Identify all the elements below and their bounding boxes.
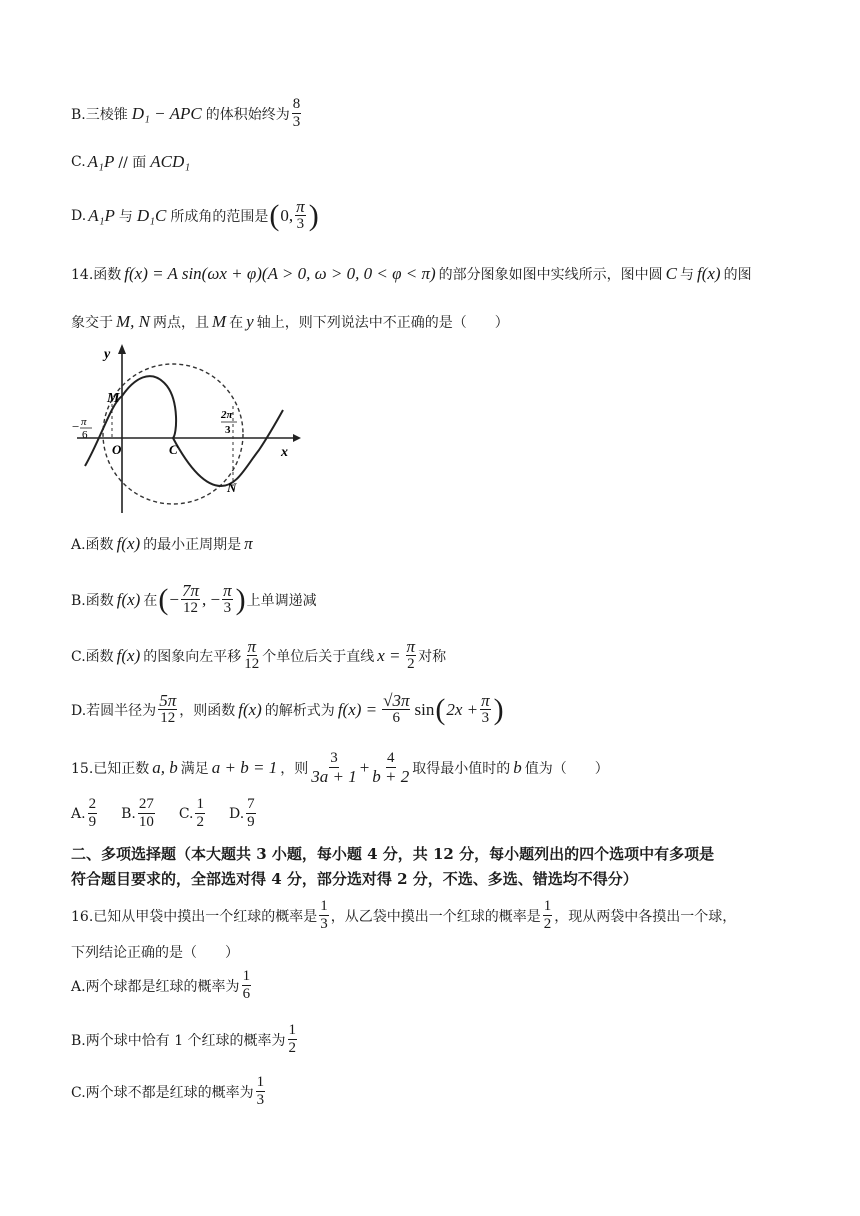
math-expr: x = (377, 645, 401, 665)
math-expr: D₁ − APC (131, 103, 202, 123)
math-expr: C (665, 264, 677, 283)
option-text: A.两个球都是红球的概率为 (71, 978, 240, 995)
math-expr: f(x) (116, 534, 141, 553)
stem-text: 取得最小值时的 (412, 760, 511, 777)
fraction: $\frac{8}{3}$ (292, 96, 301, 130)
fraction: $\frac{\pi}{3}$ (296, 197, 305, 232)
option-text: 上单调递减 (246, 592, 317, 609)
fraction: $\frac{7\pi}{12}$ (181, 581, 199, 616)
q13-option-c (71, 152, 190, 172)
fraction: $\frac{5\pi}{12}$ (159, 691, 177, 726)
stem-text: 15.已知正数 (71, 760, 150, 777)
math-expr: D₁C (136, 205, 167, 225)
section-heading-line1: 二、多项选择题（本大题共 3 小题，每小题 4 分，共 12 分，每小题列出的四个选项中有多项是 (71, 845, 715, 863)
q16-option-a (71, 968, 253, 1003)
q13-option-b (71, 96, 303, 131)
stem-text: 14.函数 (71, 267, 122, 283)
math-expr: y (246, 312, 254, 331)
option-text: A.函数 (71, 537, 114, 553)
math-expr: a + b = 1 (211, 757, 278, 777)
math-expr: 0, (280, 205, 294, 225)
fraction: $\frac{1}{3}$ (256, 1074, 265, 1108)
option-text: B.两个球中恰有 1 个红球的概率为 (71, 1032, 286, 1049)
math-expr: π (244, 534, 253, 553)
stem-text: ，现从两袋中各摸出一个球， (554, 908, 737, 925)
math-expr: f(x) (238, 699, 262, 719)
neg-sign: − (72, 419, 80, 434)
option-text: ，则函数 (179, 702, 236, 719)
option-label: A. (71, 805, 86, 822)
q14-option-a (71, 534, 253, 554)
option-text: 在 (143, 592, 158, 609)
stem-text: 的部分图象如图中实线所示，图中圆 (438, 267, 663, 283)
option-label: C. (178, 805, 194, 822)
neg-pi6-num: π (81, 416, 87, 428)
fraction: $\frac{3}{3a + 1}$ (311, 750, 357, 786)
option-text: 个单位后关于直线 (262, 648, 375, 665)
q16-option-c (71, 1074, 267, 1109)
stem-text: 轴上，则下列说法中不正确的是（ ） (256, 315, 509, 331)
math-expr: M (212, 312, 227, 331)
math-expr: f(x) (116, 645, 141, 665)
point-c-label: C (169, 442, 178, 457)
option-label: D. (71, 207, 87, 224)
option-text: B.函数 (71, 592, 114, 609)
fraction: $\frac{1}{6}$ (242, 968, 251, 1002)
q16-stem-line2: 下列结论正确的是（ ） (71, 945, 239, 961)
fraction: $\frac{7}{9}$ (247, 796, 255, 830)
stem-text: 满足 (180, 760, 209, 777)
q14-option-b: B.函数 f(x) 在 ( − $\frac{7\pi}{12}$ , − $\frac{\pi}{3}$ ) 上单调递减 (71, 581, 317, 616)
sine-graph-figure (71, 338, 301, 518)
stem-text: 在 (229, 315, 244, 331)
x-label: x (281, 445, 288, 460)
option-text: C.函数 (71, 648, 114, 665)
q14-option-d: D.若圆半径为 $\frac{5\pi}{12}$ ，则函数 f(x) 的解析式为 f(x) = $\frac{√3\pi}{6}$ sin ( 2x + $\frac{\pi}{3}$ ) (71, 691, 504, 726)
math-expr: sin (414, 699, 435, 719)
option-text: C.两个球不都是红球的概率为 (71, 1084, 254, 1101)
y-label: y (104, 347, 111, 362)
point-n-label: N (227, 480, 237, 495)
q14-option-c (71, 638, 446, 673)
option-text: 与 (118, 208, 133, 225)
fraction: $\frac{\pi}{2}$ (406, 637, 416, 672)
q16-option-b (71, 1022, 299, 1057)
stem-text: 值为（ ） (524, 760, 609, 777)
two-pi3-num: 2π (221, 409, 233, 421)
section-heading-line2: 符合题目要求的，全部选对得 4 分，部分选对得 2 分，不选、多选、错选均不得分） (71, 870, 638, 888)
math-expr: f(x) (697, 264, 721, 283)
neg-pi6-den: 6 (82, 429, 88, 441)
math-expr: 2x + (446, 699, 479, 719)
q14-stem-line1 (71, 264, 752, 284)
circle-c (103, 364, 243, 504)
fraction: $\frac{1}{2}$ (543, 898, 552, 932)
y-axis-arrow (118, 344, 126, 354)
fraction: $\frac{2}{9}$ (88, 796, 97, 830)
option-text: 的图象向左平移 (143, 648, 242, 665)
stem-text: 与 (680, 267, 694, 283)
origin-label: O (112, 442, 122, 457)
fraction: $\frac{1}{3}$ (320, 898, 328, 932)
fraction: $\frac{27}{10}$ (138, 796, 154, 830)
stem-text: ，从乙袋中摸出一个红球的概率是 (330, 908, 541, 925)
math-expr: b (513, 757, 522, 777)
fraction: $\frac{√3\pi}{6}$ (383, 691, 410, 726)
fraction: $\frac{\pi}{12}$ (244, 637, 260, 672)
option-text: 所成角的范围是 (170, 208, 269, 225)
option-text: 对称 (418, 648, 447, 665)
two-pi3-den: 3 (225, 424, 231, 436)
option-text: 的体积始终为 (205, 106, 290, 123)
fraction: $\frac{\pi}{3}$ (223, 581, 232, 616)
math-expr: f(x) = (337, 699, 378, 719)
q14-stem-line2 (71, 312, 509, 332)
fraction: $\frac{1}{2}$ (196, 796, 204, 830)
q15-options (71, 796, 258, 831)
option-text: 的解析式为 (264, 702, 335, 719)
fraction: $\frac{\pi}{3}$ (481, 691, 490, 726)
option-label: D. (228, 805, 245, 822)
option-text: B.三棱锥 (71, 106, 128, 123)
option-text: 的最小正周期是 (143, 537, 242, 553)
option-label: C. (71, 154, 86, 170)
stem-text: 象交于 (71, 315, 113, 331)
math-expr: A₁P (87, 152, 115, 171)
fraction: $\frac{4}{b + 2}$ (372, 750, 410, 786)
math-expr: ACD₁ (150, 152, 191, 171)
q16-stem-line1 (71, 898, 736, 933)
fraction: $\frac{1}{2}$ (288, 1022, 297, 1056)
option-text: // 面 (118, 155, 147, 171)
math-expr: f(x) (116, 589, 141, 609)
math-expr: f(x) = A sin(ωx + φ)(A > 0, ω > 0, 0 < φ < π) (124, 264, 436, 283)
stem-text: 16.已知从甲袋中摸出一个红球的概率是 (71, 908, 318, 925)
option-label: B. (121, 805, 136, 822)
point-m-label: M (107, 391, 120, 406)
math-expr: M, N (116, 312, 150, 331)
option-text: D.若圆半径为 (71, 702, 157, 719)
x-axis-arrow (293, 434, 301, 442)
stem-text: 两点，且 (153, 315, 209, 331)
q13-option-d: D. A₁P 与 D₁C 所成角的范围是 ( 0, $\frac{\pi}{3}$ ) (71, 197, 319, 232)
math-expr: A₁P (88, 205, 115, 225)
q15-stem: 15.已知正数 a, b 满足 a + b = 1 ，则 $\frac{3}{3a + 1}$ + $\frac{4}{b + 2}$ 取得最小值时的 b 值为（ ） (71, 750, 609, 786)
stem-text: 的图 (723, 267, 752, 283)
stem-text: ，则 (280, 760, 309, 777)
math-expr: a, b (152, 757, 178, 777)
